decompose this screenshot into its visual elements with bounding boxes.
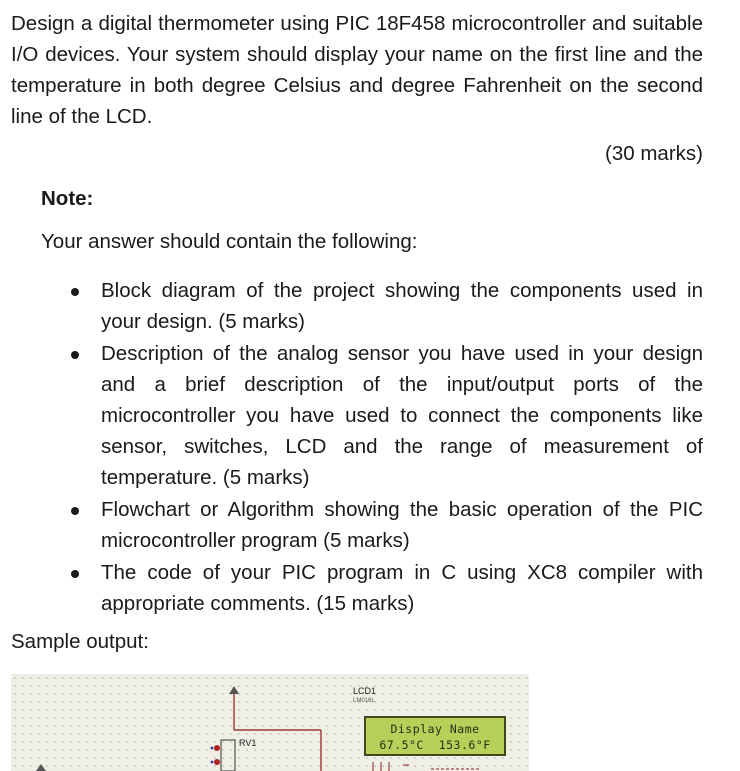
sample-output-label: Sample output: [11, 630, 149, 653]
bullet-icon [71, 507, 79, 515]
lcd-display [364, 716, 506, 756]
ground-arrow-icon [36, 764, 46, 771]
lcd-line-2: 67.5°C 153.6°F [379, 738, 491, 752]
schematic-image [11, 674, 529, 771]
bullet-icon [71, 288, 79, 296]
note-heading: Note: [41, 187, 94, 210]
potentiometer-icon [221, 740, 235, 771]
question-text: Design a digital thermometer using PIC 18F458 microcontroller and suitable I/O devices. Your system should display your name on the first line and the temperature in both degree Celsius and degree Fahrenheit on the second line of the LCD. [11, 12, 703, 128]
bullet-icon [71, 570, 79, 578]
bullet-icon [71, 351, 79, 359]
power-arrow-icon [229, 686, 239, 694]
list-item-text: The code of your PIC program in C using XC8 compiler with appropriate comments. (15 marks) [101, 561, 703, 615]
list-item [101, 557, 703, 619]
list-item-text: Block diagram of the project showing the components used in your design. (5 marks) [101, 279, 703, 333]
list-item-text: Flowchart or Algorithm showing the basic operation of the PIC microcontroller program (5 marks) [101, 498, 703, 552]
note-intro: Your answer should contain the following: [41, 230, 418, 253]
list-item [101, 275, 703, 337]
list-item [101, 494, 703, 556]
lcd-label: LCD1 [353, 686, 377, 696]
lcd-model: LM016L [353, 698, 375, 704]
list-item [101, 338, 703, 493]
list-item-text: Description of the analog sensor you have used in your design and a brief description of the input/output ports of the microcontroller you have used to connect the components like sensor, switches, LCD and the range of measurement of temperature. (5 marks) [101, 342, 703, 489]
potentiometer-label: RV1 [239, 738, 257, 748]
question-marks: (30 marks) [605, 142, 703, 165]
lcd-line-1: Display Name [390, 722, 480, 736]
requirements-list [101, 275, 703, 620]
